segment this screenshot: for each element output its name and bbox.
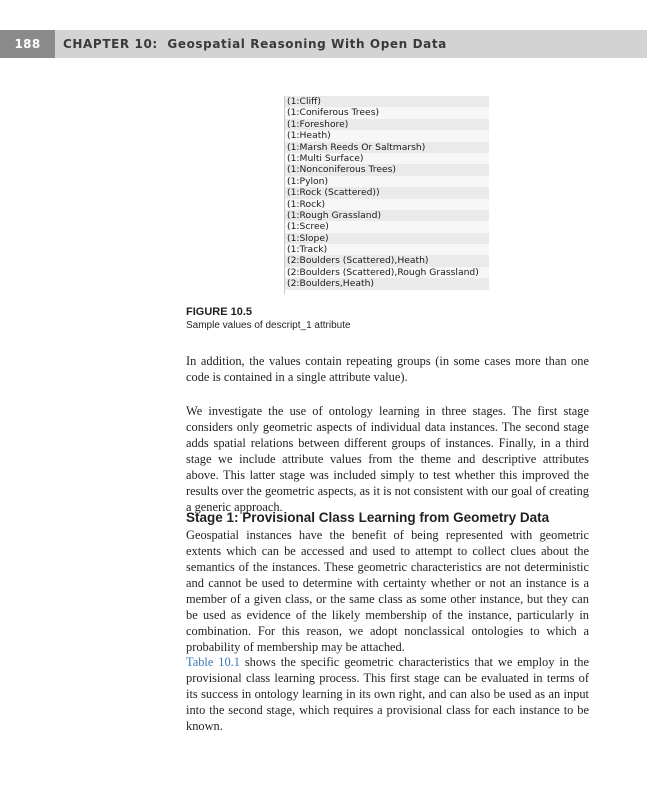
- figure-label: FIGURE 10.5: [186, 306, 253, 318]
- paragraph-table-reference-text: shows the specific geometric characteristics that we employ in the provisional class learning process. This first stage can be evaluated in terms of its success in ontology learning in its own right, and can also be used as an input into the second stage, which requires a provisional class for each instance to be known.: [186, 655, 589, 733]
- figure-value-list: [284, 96, 489, 294]
- figure-value-row: (1:Scree): [285, 221, 489, 232]
- figure-value-row: (1:Marsh Reeds Or Saltmarsh): [285, 142, 489, 153]
- figure-value-row: (1:Foreshore): [285, 119, 489, 130]
- figure-value-row: (1:Multi Surface): [285, 153, 489, 164]
- chapter-title: CHAPTER 10: Geospatial Reasoning With Open Data: [63, 37, 447, 51]
- paragraph-three-stages: We investigate the use of ontology learning in three stages. The first stage considers only geometric aspects of individual data instances. The second stage adds spatial relations between different groups of instances. Finally, in a third stage we include attribute values from the theme and descriptive attributes above. This latter stage was included simply to test whether this improved the results over the geometric aspects, as it is not consistent with our goal of creating a generic approach.: [186, 404, 589, 514]
- figure-value-row: (2:Boulders (Scattered),Heath): [285, 255, 489, 266]
- figure-value-row: (2:Boulders (Scattered),Rough Grassland): [285, 267, 489, 278]
- figure-value-row: (1:Track): [285, 244, 489, 255]
- figure-value-row: (1:Heath): [285, 130, 489, 141]
- figure-value-row: (1:Pylon): [285, 176, 489, 187]
- figure-value-row: (1:Cliff): [285, 96, 489, 107]
- figure-value-row: (1:Slope): [285, 233, 489, 244]
- figure-value-row: (1:Rock (Scattered)): [285, 187, 489, 198]
- figure-caption: Sample values of descript_1 attribute: [186, 320, 351, 331]
- figure-value-row: (2:Boulders,Heath): [285, 278, 489, 289]
- paragraph-table-reference: [186, 654, 589, 734]
- paragraph-geometric-extents: Geospatial instances have the benefit of being represented with geometric extents which can be accessed and used to attempt to collect clues about the semantics of the instances. These geometric characteristics are not deterministic and cannot be used to determine with certainty whether or not an instance is a member of a given class, or the same class as some other instance, but they can be used as evidence of the likely membership of the instance, particularly in combination. For this reason, we adopt nonclassical ontologies to which a probability of membership may be attached.: [186, 528, 589, 654]
- figure-value-row: (1:Rough Grassland): [285, 210, 489, 221]
- paragraph-repeating-groups: In addition, the values contain repeating groups (in some cases more than one code is contained in a single attribute value).: [186, 354, 589, 384]
- figure-value-row: (1:Rock): [285, 199, 489, 210]
- table-reference-link[interactable]: Table 10.1: [186, 655, 240, 669]
- running-header: [0, 30, 647, 58]
- section-heading: Stage 1: Provisional Class Learning from Geometry Data: [186, 510, 550, 525]
- page-number: 188: [0, 30, 55, 58]
- figure-value-row: (1:Nonconiferous Trees): [285, 164, 489, 175]
- figure-value-row: (1:Coniferous Trees): [285, 107, 489, 118]
